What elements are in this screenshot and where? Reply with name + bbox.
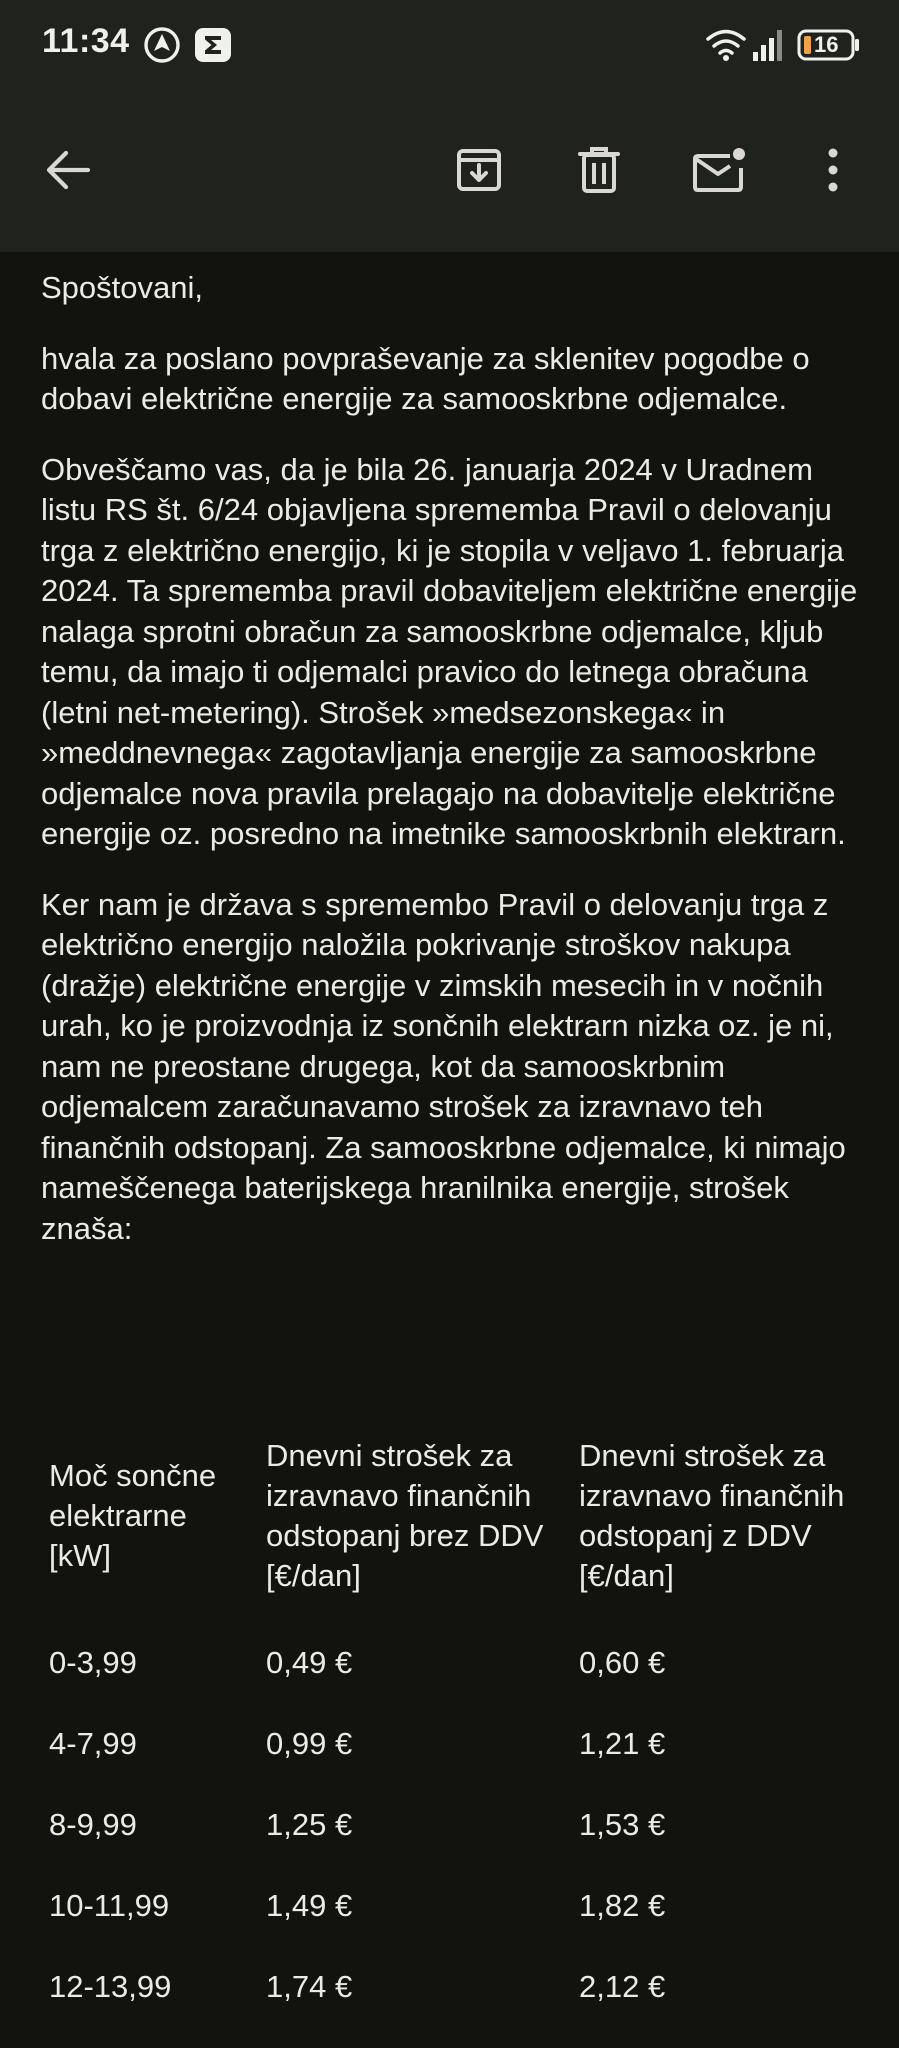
table-cell-cost-no-vat: 1,25 € [266, 1806, 353, 1842]
sigma-icon [194, 27, 232, 68]
battery-icon [797, 29, 861, 66]
table-row [41, 1703, 871, 1784]
table-cell-cost-no-vat: 0,49 € [266, 1644, 353, 1680]
app-bar [0, 0, 899, 252]
signal-icon [752, 28, 788, 67]
table-header-row [41, 1436, 871, 1622]
more-vert-icon [825, 146, 841, 194]
email-paragraph: hvala za poslano povpraševanje za sklenitev pogodbe o dobavi električne energije za samooskrbne odjemalce. [41, 340, 810, 416]
delete-button[interactable] [567, 138, 631, 202]
table-cell-cost-no-vat: 1,74 € [266, 1968, 353, 2004]
table-row [41, 1622, 871, 1703]
wifi-icon [706, 28, 746, 67]
mark-unread-icon [692, 146, 746, 194]
table-cell-power: 4-7,99 [49, 1725, 137, 1761]
pinterest-icon [143, 26, 181, 69]
status-time: 11:34 [42, 22, 130, 60]
table-cell-power: 12-13,99 [49, 1968, 172, 2004]
table-cell-cost-with-vat: 1,82 € [579, 1887, 666, 1923]
table-cell-cost-with-vat: 0,60 € [579, 1644, 666, 1680]
table-cell-cost-no-vat: 1,49 € [266, 1887, 353, 1923]
table-cell-cost-with-vat: 1,21 € [579, 1725, 666, 1761]
table-header-cost-with-vat: Dnevni strošek za izravnavo finančnih odstopanj z DDV [€/dan] [579, 1438, 845, 1593]
email-paragraph: Ker nam je država s spremembo Pravil o delovanju trga z električno energijo naložila pokrivanje stroškov nakupa (dražje) električne energije v zimskih mesecih in v nočnih urah, ko je proizvodnja iz sončnih elektrarn nizka oz. je ni, nam ne preostane drugega, kot da samooskrbnim odjemalcem zaračunavamo strošek za izravnavo teh finančnih odstopanj. Za samooskrbne odjemalce, ki nimajo nameščenega baterijskega hranilnika energije, strošek znaša: [41, 886, 846, 1246]
table-row [41, 1946, 871, 2027]
table-cell-power: 8-9,99 [49, 1806, 137, 1842]
status-bar [0, 0, 899, 96]
table-cell-power: 10-11,99 [49, 1887, 170, 1923]
email-greeting: Spoštovani, [41, 270, 203, 305]
table-header-power: Moč sončne elektrarne [kW] [49, 1458, 217, 1573]
archive-icon [455, 146, 503, 194]
table-row [41, 1865, 871, 1946]
table-cell-power: 0-3,99 [49, 1644, 137, 1680]
email-body [41, 268, 871, 1249]
price-table [41, 1436, 871, 2027]
table-cell-cost-no-vat: 0,99 € [266, 1725, 353, 1761]
back-arrow-icon [44, 148, 92, 192]
email-paragraph: Obveščamo vas, da je bila 26. januarja 2024 v Uradnem listu RS št. 6/24 objavljena sprememba Pravil o delovanju trga z električno energijo, ki je stopila v veljavo 1. februarja 2024. Ta sprememba pravil dobaviteljem električne energije nalaga sprotni obračun za samooskrbne odjemalce, kljub temu, da imajo ti odjemalci pravico do letnega obračuna (letni net-metering). Strošek »medsezonskega« in »meddnevnega« zagotavljanja energije za samooskrbne odjemalce nova pravila prelagajo na dobavitelje električne energije oz. posredno na imetnike samooskrbnih elektrarn. [41, 451, 858, 851]
back-button[interactable] [36, 138, 100, 202]
table-cell-cost-with-vat: 1,53 € [579, 1806, 666, 1842]
delete-icon [577, 146, 621, 194]
table-header-cost-no-vat: Dnevni strošek za izravnavo finančnih odstopanj brez DDV [€/dan] [266, 1438, 544, 1593]
table-cell-cost-with-vat: 2,12 € [579, 1968, 666, 2004]
more-options-button[interactable] [801, 138, 865, 202]
table-row [41, 1784, 871, 1865]
battery-level: 16 [814, 32, 839, 57]
archive-button[interactable] [447, 138, 511, 202]
mark-unread-button[interactable] [687, 138, 751, 202]
